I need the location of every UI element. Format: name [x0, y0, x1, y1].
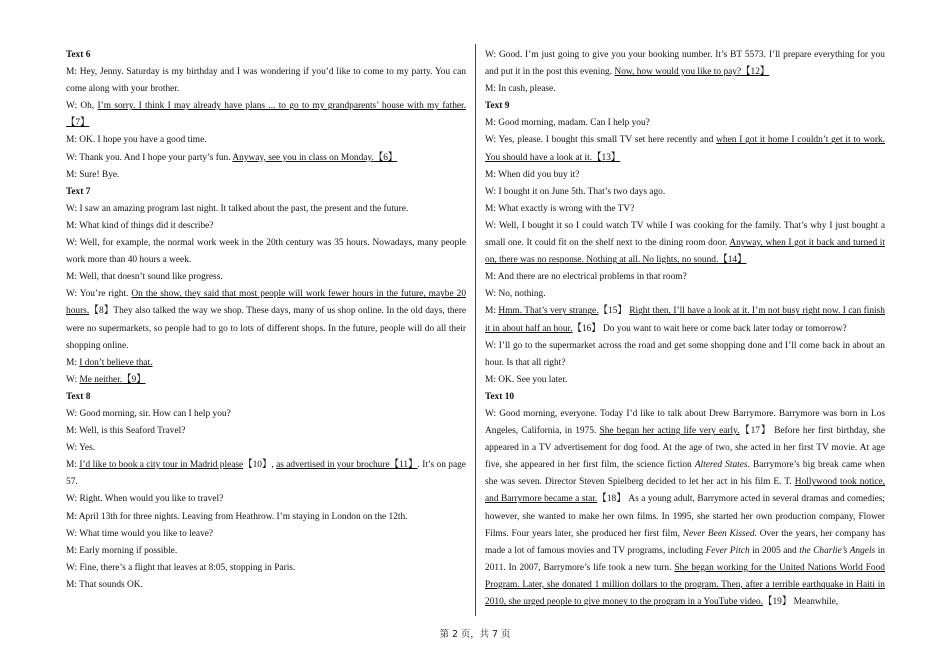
text7-line: M: Well, that doesn’t sound like progress. [66, 272, 223, 283]
text6-line: W: Oh, I’m sorry. I think I may already have plans ... to go to my grandparents’ house with my father.【7】 [66, 101, 466, 129]
text7-line: M: I don’t believe that. [66, 357, 153, 368]
question-marker: 【14】 [718, 255, 747, 266]
answer-underline: I don’t believe that. [79, 357, 153, 368]
answer-underline: when I got it home I couldn’t get it to work. You should have a look at it. [485, 135, 885, 163]
text9-line: M: And there are no electrical problems in that room? [485, 272, 687, 283]
answer-underline: I’d like to book a city tour in Madrid please [79, 460, 244, 471]
text6-line: W: Thank you. And I hope your party’s fun. Anyway, see you in class on Monday.【6】 [66, 152, 398, 163]
answer-underline: Anyway, see you in class on Monday. [232, 152, 374, 163]
text8-heading: Text 8 [66, 391, 91, 402]
text7-heading: Text 7 [66, 186, 91, 197]
text8-line: M: April 13th for three nights. Leaving from Heathrow. I’m staying in London on the 12th. [66, 511, 408, 522]
text9-line: M: OK. See you later. [485, 374, 568, 385]
text6-line: M: OK. I hope you have a good time. [66, 135, 207, 146]
answer-underline: She began her acting life very early. [599, 426, 740, 437]
text9-heading: Text 9 [485, 101, 510, 112]
question-marker: 【16】 [572, 323, 601, 334]
text9-line: M: Good morning, madam. Can I help you? [485, 118, 650, 129]
answer-underline: Hollywood took notice, and Barrymore became a star. [485, 477, 885, 505]
right-column [485, 47, 885, 611]
question-marker: 【6】 [373, 152, 398, 163]
text9-line: M: Hmm. That’s very strange.【15】 Right then, I’ll have a look at it. I’m not busy right now. I can finish it in about half an hour.【16】 Do you want to wait here or come back later today or tomorrow? [485, 306, 885, 334]
answer-underline: as advertised in your brochure [276, 460, 390, 471]
question-marker: 【9】 [122, 374, 146, 385]
text8-line: M: I’d like to book a city tour in Madrid please【10】, as advertised in your brochure【11】. It’s on page 57. [66, 460, 466, 488]
text8-line: M: Well, is this Seaford Travel? [66, 426, 186, 437]
answer-underline: I’m sorry. I think I may already have plans ... to go to my grandparents’ house with my father. [97, 101, 466, 112]
text10-heading: Text 10 [485, 391, 515, 402]
text10-paragraph: W: Good morning, everyone. Today I’d like to talk about Drew Barrymore. Barrymore was born in Los Angeles, California, in 1975. She began her acting life very early.【17】 Before her first birthday, she appeared in a TV advertisement for dog food. At the age of two, she acted in her first TV movie. At age five, she appeared in her first film, the science fiction Altered States. Barrymore’s big break came when she was seven. Director Steven Spielberg decided to let her act in his film E. T. Hollywood took notice, and Barrymore became a star.【18】 As a young adult, Barrymore acted in several dramas and comedies; however, she wanted to make her own films. In 1995, she started her own production company, Flower Films. Four years later, she produced her first film, Never Been Kissed. Over the years, her company has made a lot of famous movies and TV programs, including Fever Pitch in 2005 and the Charlie’s Angels in 2011. In 2007, Barrymore’s life took a new turn. She began working for the United Nations World Food Program. Later, she donated 1 million dollars to the program. Then, after a terrible earthquake in Haiti in 2010, she urged people to give money to the program in a YouTube video.【19】 Meanwhile, [485, 408, 885, 607]
question-marker: 【8】 [89, 306, 114, 317]
answer-underline: She began working for the United Nations World Food Program. Later, she donated 1 million dollars to the program. Then, after a terrible earthquake in Haiti in 2010, she urged people to give money to the program in a YouTube video. [485, 562, 885, 607]
text8-line: M: In cash, please. [485, 84, 556, 95]
text6-line: M: Hey, Jenny. Saturday is my birthday and I was wondering if you’d like to come to my party. You can come along with your brother. [66, 67, 466, 95]
text8-line: W: Good. I’m just going to give you your booking number. It’s BT 5573. I’ll prepare everything for you and put it in the post this evening. Now, how would you like to pay?【12】 [485, 50, 885, 78]
text7-line: W: Well, for example, the normal work week in the 20th century was 35 hours. Nowadays, many people work more than 40 hours a week. [66, 238, 466, 266]
answer-underline: On the show, they said that most people will work fewer hours in the future, maybe 20 hours. [66, 289, 467, 317]
text7-line: W: Me neither.【9】 [66, 374, 146, 385]
column-divider [475, 44, 476, 616]
text8-line: W: Right. When would you like to travel? [66, 494, 224, 505]
answer-underline: Hmm. That’s very strange. [498, 306, 599, 317]
answer-underline: Now, how would you like to pay? [614, 67, 742, 78]
text6-line: M: Sure! Bye. [66, 169, 120, 180]
film-title: Altered States [694, 460, 748, 471]
question-marker: 【15】 [598, 306, 627, 317]
text6-heading: Text 6 [66, 50, 91, 60]
text9-line: M: When did you buy it? [485, 169, 580, 180]
question-marker: 【12】 [741, 67, 770, 78]
film-title: the Charlie’s Angels [799, 545, 876, 556]
question-marker: 【17】 [739, 426, 772, 437]
answer-underline: Right then, I’ll have a look at it. I’m not busy right now. I can finish it in about half an hour. [485, 306, 885, 334]
answer-underline: Anyway, when I got it back and turned it on, there was no response. Nothing at all. No lights, no sound. [485, 238, 885, 266]
question-marker: 【19】 [763, 597, 792, 607]
question-marker: 【7】 [66, 118, 90, 129]
text8-line: W: Good morning, sir. How can I help you? [66, 408, 231, 419]
text8-line: W: What time would you like to leave? [66, 528, 214, 539]
page-footer: 第 2 页，共 7 页 [439, 629, 511, 640]
text9-line: W: No, nothing. [485, 289, 546, 300]
question-marker: 【13】 [592, 152, 621, 163]
answer-underline: Me neither. [79, 374, 123, 385]
question-marker: 【10】 [243, 460, 272, 471]
text8-line: W: Fine, there’s a flight that leaves at 8:05, stopping in Paris. [66, 562, 296, 573]
question-marker: 【11】 [389, 460, 418, 471]
question-marker: 【18】 [597, 494, 626, 505]
left-column [66, 47, 466, 594]
text7-line: W: I saw an amazing program last night. It talked about the past, the present and the future. [66, 203, 409, 214]
text8-line: W: Yes. [66, 443, 96, 454]
text9-line: W: I bought it on June 5th. That’s two days ago. [485, 186, 666, 197]
film-title: Fever Pitch [705, 545, 750, 556]
text7-line: W: You’re right. On the show, they said that most people will work fewer hours in the future, maybe 20 hours.【8】They also talked the way we shop. These days, many of us shop online. In the old days, there were no supermarkets, so people had to go to lots of different shops. In the future, people will do all their shopping online. [66, 289, 467, 351]
text9-line: W: I’ll go to the supermarket across the road and get some shopping done and I’ll come back in about an hour. Is that all right? [485, 340, 885, 368]
text9-line: W: Well, I bought it so I could watch TV while I was cooking for the family. That’s why I just bought a small one. It could fit on the shelf next to the dining room door. Anyway, when I got it back and turned it on, there was no response. Nothing at all. No lights, no sound.【14】 [485, 220, 885, 266]
text9-line: M: What exactly is wrong with the TV? [485, 203, 635, 214]
text9-line: W: Yes, please. I bought this small TV set here recently and when I got it home I couldn’t get it to work. You should have a look at it.【13】 [485, 135, 885, 163]
text7-line: M: What kind of things did it describe? [66, 220, 214, 231]
text8-line: M: Early morning if possible. [66, 545, 178, 556]
film-title: Never Been Kissed [682, 528, 755, 539]
text8-line: M: That sounds OK. [66, 579, 143, 590]
